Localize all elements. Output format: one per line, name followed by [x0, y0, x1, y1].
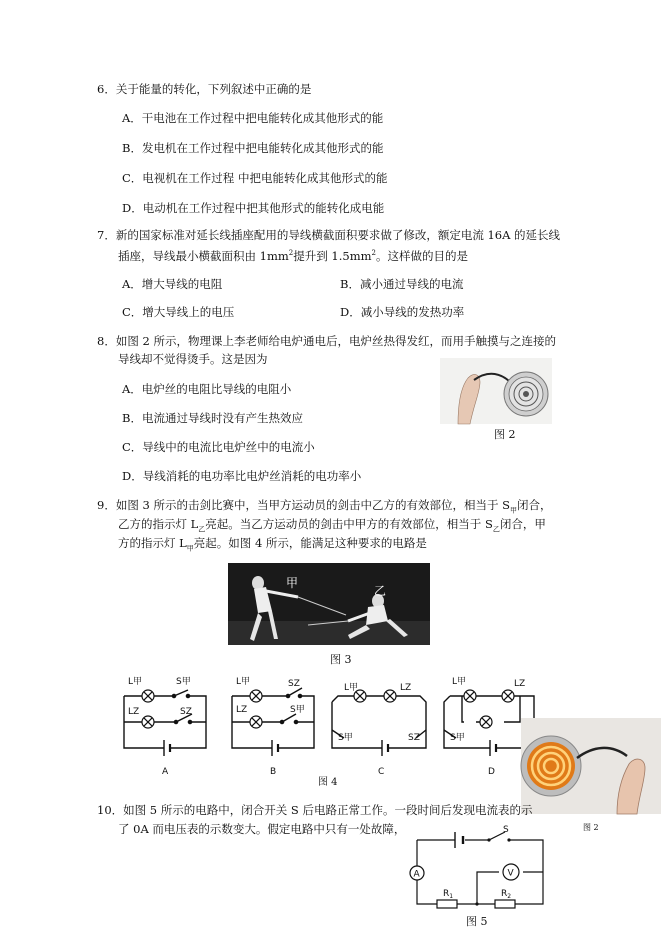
svg-text:S甲: S甲 [450, 733, 465, 743]
q8-option-c: C．导线中的电流比电炉丝中的电流小 [122, 440, 315, 454]
svg-text:L甲: L甲 [128, 677, 143, 687]
q7-option-a: A．增大导线的电阻 [122, 277, 223, 291]
svg-text:S甲: S甲 [338, 733, 353, 743]
ammeter-label: A [413, 869, 420, 880]
circuit-a [124, 690, 206, 748]
q9-line2: 乙方的指示灯 $L_乙$亮起。当乙方运动员的剑击中甲方的有效部位，相当于 $S_乙$闭合，甲 [118, 517, 546, 534]
q6-option-d: D．电动机在工作过程中把其他形式的能转化成电能 [122, 201, 385, 215]
circuit-b [232, 688, 314, 748]
figure5-circuit [405, 826, 550, 914]
figure5-caption: 图 5 [466, 915, 488, 928]
svg-text:R2: $R_2$ [501, 889, 512, 900]
q7-option-d: D．减小导线的发热功率 [340, 305, 465, 319]
svg-text:L甲: L甲 [452, 677, 467, 687]
q7-stem-line2: 插座，导线最小横截面积由 $1mm^2$提升到 $1.5mm^2$。这样做的目的是 [118, 248, 468, 263]
q6-option-b: B．发电机在工作过程中把电能转化成其他形式的能 [122, 141, 384, 155]
q7-stem-line1: 7．新的国家标准对延长线插座配用的导线横截面积要求做了修改，额定电流 16A 的延长线 [97, 228, 561, 242]
figure2-caption: 图 2 [494, 428, 516, 441]
figure4-circuits [118, 672, 538, 782]
q8-option-a: A．电炉丝的电阻比导线的电阻小 [122, 382, 292, 396]
svg-text:R1: $R_1$ [443, 889, 454, 900]
svg-text:LZ: LZ [128, 707, 140, 717]
svg-text:S甲: S甲 [290, 705, 305, 715]
overlay-heater-photo [521, 718, 661, 814]
q10-line2: 了 0A 而电压表的示数变大。假定电路中只有一处故障， [118, 822, 406, 836]
figure4-caption: 图 4 [318, 777, 338, 788]
voltmeter-label: V [507, 868, 514, 879]
q8-option-d: D．导线消耗的电功率比电炉丝消耗的电功率小 [122, 469, 362, 483]
q7-option-b: B．减小通过导线的电流 [340, 277, 464, 291]
q9-line3: 方的指示灯 $L_甲$亮起。如图 4 所示，能满足这种要求的电路是 [118, 536, 427, 553]
svg-text:SZ: SZ [180, 707, 192, 717]
photo-label-jia: 甲 [286, 576, 299, 590]
svg-text:L甲: L甲 [236, 677, 251, 687]
circuit-label-c: C [378, 767, 385, 777]
photo-label-yi: 乙 [374, 584, 387, 598]
switch-s-label: S [503, 825, 509, 835]
circuit-label-a: A [162, 767, 169, 777]
svg-text:LZ: LZ [400, 683, 412, 693]
circuit-label-d: D [488, 767, 495, 777]
overlay-caption: 图 2 [583, 823, 599, 832]
svg-text:L甲: L甲 [344, 683, 359, 693]
q10-line1: 10．如图 5 所示的电路中，闭合开关 S 后电路正常工作。一段时间后发现电流表的示 [97, 803, 533, 817]
q6-option-c: C．电视机在工作过程 中把电能转化成其他形式的能 [122, 171, 388, 185]
figure2-photo [440, 358, 552, 424]
svg-text:S甲: S甲 [176, 677, 191, 687]
circuit-label-b: B [270, 767, 277, 777]
figure3-caption: 图 3 [330, 653, 352, 666]
q8-stem-line1: 8．如图 2 所示，物理课上李老师给电炉通电后，电炉丝热得发红，而用手触摸与之连接的 [97, 334, 556, 348]
figure3-fencing-photo [228, 563, 430, 645]
svg-text:SZ: SZ [288, 679, 300, 689]
q8-option-b: B．电流通过导线时没有产生热效应 [122, 411, 303, 425]
svg-text:LZ: LZ [236, 705, 248, 715]
q9-line1: 9．如图 3 所示的击剑比赛中，当甲方运动员的剑击中乙方的有效部位，相当于 $S_甲$闭合， [97, 498, 552, 515]
q7-option-c: C．增大导线上的电压 [122, 305, 235, 319]
svg-text:LZ: LZ [514, 679, 526, 689]
q8-stem-line2: 导线却不觉得烫手。这是因为 [118, 352, 268, 366]
q6-option-a: A．干电池在工作过程中把电能转化成其他形式的能 [122, 111, 384, 125]
q6-stem: 6．关于能量的转化，下列叙述中正确的是 [97, 82, 312, 96]
svg-text:SZ: SZ [408, 733, 420, 743]
